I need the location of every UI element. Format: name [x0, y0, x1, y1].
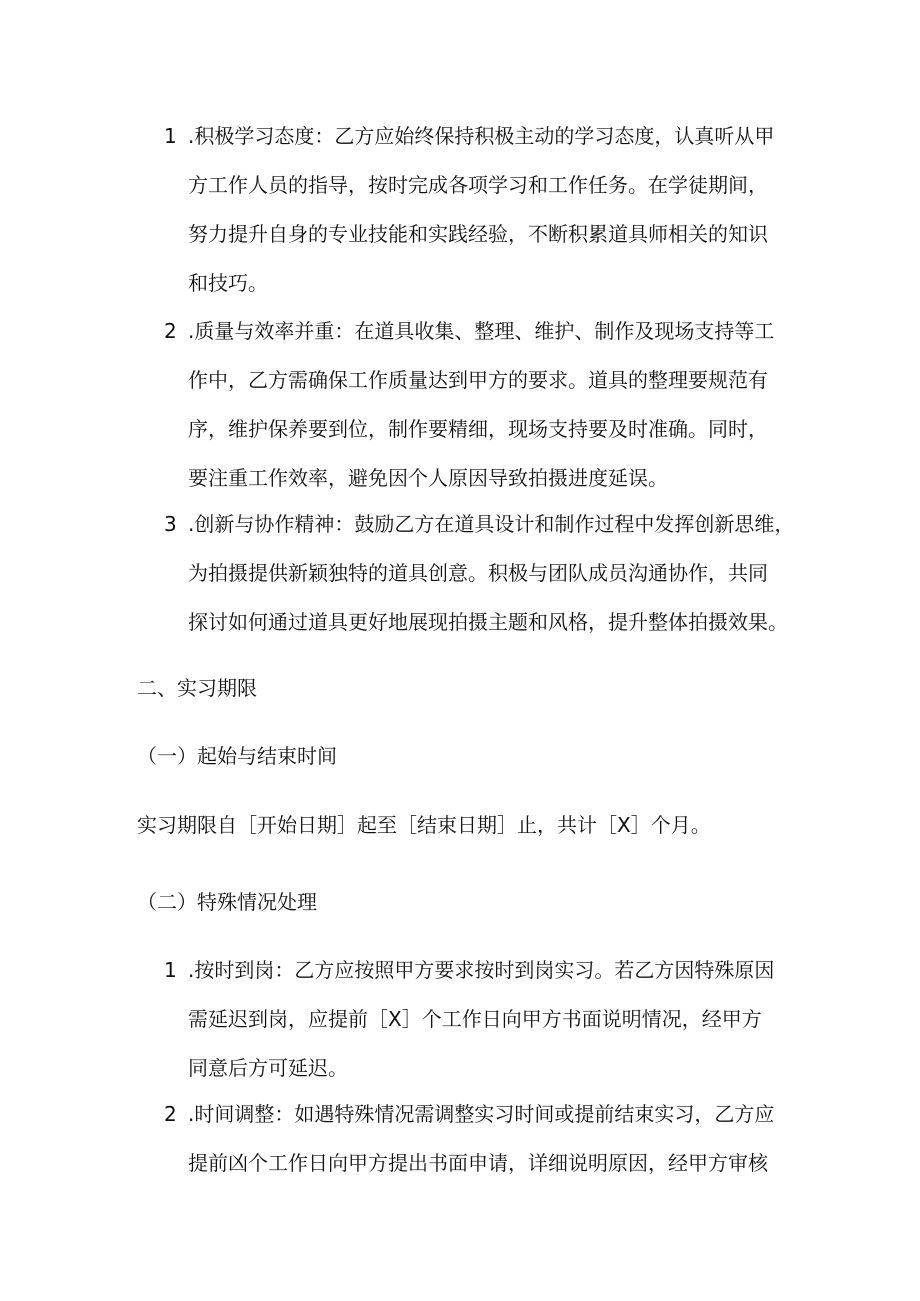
text-line: 为拍摄提供新颖独特的道具创意。积极与团队成员沟通协作，共同: [188, 561, 768, 585]
list-item-number: 1: [164, 124, 177, 148]
internship-period-text: 实习期限自［开始日期］起至［结束日期］止，共计［X］个月。: [137, 813, 711, 837]
text-line: 序，维护保养要到位，制作要精细，现场支持要及时准确。同时，: [188, 417, 768, 441]
text-line: 探讨如何通过道具更好地展现拍摄主题和风格，提升整体拍摄效果。: [188, 610, 788, 634]
list-item-text: [188, 946, 808, 1093]
text-line: 努力提升自身的专业技能和实践经验，不断积累道具师相关的知识: [188, 222, 768, 246]
text-line: .时间调整：如遇特殊情况需调整实习时间或提前结束实习，乙方应: [188, 1102, 775, 1126]
list-item-number: 3: [164, 512, 177, 536]
text-line: .按时到岗：乙方应按照甲方要求按时到岗实习。若乙方因特殊原因: [188, 958, 775, 982]
list-item-text: [188, 1090, 808, 1188]
text-line: 同意后方可延迟。: [188, 1056, 348, 1080]
section-heading: 二、实习期限: [137, 676, 257, 700]
text-line: 要注重工作效率，避免因个人原因导致拍摄进度延误。: [188, 466, 668, 490]
list-item-number: 2: [164, 319, 177, 343]
subsection-heading-1: （一）起始与结束时间: [137, 744, 337, 768]
subsection-heading-2: （二）特殊情况处理: [137, 890, 317, 914]
list-item-text: [188, 500, 808, 647]
list-item-text: [188, 307, 808, 503]
text-line: .质量与效率并重：在道具收集、整理、维护、制作及现场支持等工: [188, 319, 775, 343]
text-line: 需延迟到岗，应提前［X］个工作日向甲方书面说明情况，经甲方: [188, 1007, 762, 1031]
text-line: 方工作人员的指导，按时完成各项学习和工作任务。在学徒期间，: [188, 173, 768, 197]
text-line: 作中，乙方需确保工作质量达到甲方的要求。道具的整理要规范有: [188, 368, 768, 392]
list-item-text: [188, 112, 808, 308]
list-item-number: 1: [164, 958, 177, 982]
text-line: .积极学习态度：乙方应始终保持积极主动的学习态度，认真听从甲: [188, 124, 775, 148]
text-line: .创新与协作精神：鼓励乙方在道具设计和制作过程中发挥创新思维，: [188, 512, 795, 536]
text-line: 提前凶个工作日向甲方提出书面申请，详细说明原因，经甲方审核: [188, 1151, 768, 1175]
text-line: 和技巧。: [188, 271, 268, 295]
list-item-number: 2: [164, 1102, 177, 1126]
